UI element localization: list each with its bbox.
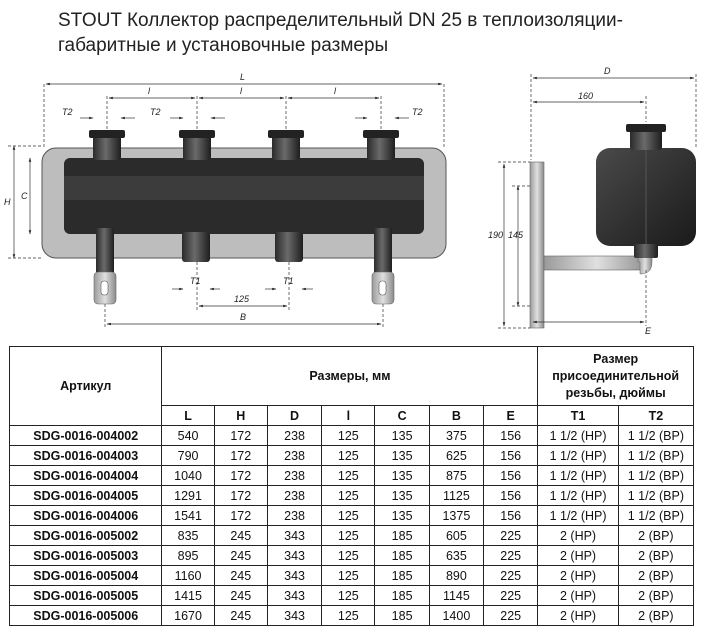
dim-E: E	[645, 326, 652, 336]
dim-160: 160	[578, 91, 594, 101]
cell: 156	[484, 466, 538, 486]
header-thread-line-2: присоединительной	[552, 368, 680, 383]
table-row	[10, 446, 694, 466]
dim-l-3: l	[334, 86, 336, 96]
cell: 185	[375, 546, 429, 566]
cell: 1145	[429, 586, 483, 606]
cell: 172	[214, 486, 267, 506]
cell: 1400	[429, 606, 483, 626]
table-row	[10, 466, 694, 486]
cell: 156	[484, 506, 538, 526]
col-H: H	[214, 406, 267, 426]
cell-article: SDG-0016-005006	[10, 606, 162, 626]
col-C: C	[375, 406, 429, 426]
dim-L: L	[240, 72, 246, 82]
cell: 135	[375, 506, 429, 526]
col-T1: T1	[538, 406, 618, 426]
cell: 790	[162, 446, 214, 466]
dim-T2-b: T2	[150, 107, 161, 117]
cell: 172	[214, 466, 267, 486]
cell: 343	[267, 606, 321, 626]
cell: 1 1/2 (ВР)	[618, 426, 693, 446]
cell: 185	[375, 586, 429, 606]
bracket-left	[96, 228, 114, 274]
cell: 1375	[429, 506, 483, 526]
cell: 156	[484, 486, 538, 506]
table-row	[10, 486, 694, 506]
cell: 245	[214, 526, 267, 546]
cell: 1 1/2 (НР)	[538, 506, 618, 526]
cell: 1 1/2 (НР)	[538, 446, 618, 466]
cell-article: SDG-0016-004005	[10, 486, 162, 506]
cell: 135	[375, 466, 429, 486]
table-row	[10, 586, 694, 606]
cell: 540	[162, 426, 214, 446]
cell: 238	[267, 486, 321, 506]
dim-T1-b: T1	[283, 276, 294, 286]
cell: 156	[484, 426, 538, 446]
cell: 1125	[429, 486, 483, 506]
cell: 225	[484, 586, 538, 606]
cell-article: SDG-0016-004006	[10, 506, 162, 526]
cell: 185	[375, 526, 429, 546]
cell: 1040	[162, 466, 214, 486]
cell: 1 1/2 (ВР)	[618, 506, 693, 526]
dim-D: D	[604, 66, 611, 76]
cell: 125	[322, 466, 375, 486]
cell: 245	[214, 546, 267, 566]
cell: 245	[214, 586, 267, 606]
cell: 245	[214, 566, 267, 586]
cell: 125	[322, 546, 375, 566]
cell-article: SDG-0016-004003	[10, 446, 162, 466]
cell: 2 (НР)	[538, 546, 618, 566]
dimensions-table	[9, 346, 694, 626]
cell: 125	[322, 426, 375, 446]
cell: 2 (ВР)	[618, 566, 693, 586]
cell-article: SDG-0016-004002	[10, 426, 162, 446]
cell: 1 1/2 (НР)	[538, 466, 618, 486]
title-line-1: STOUT Коллектор распределительный DN 25 в теплоизоляции-	[58, 10, 623, 31]
cell: 2 (ВР)	[618, 606, 693, 626]
cell: 1 1/2 (ВР)	[618, 466, 693, 486]
cell: 1 1/2 (ВР)	[618, 446, 693, 466]
cell: 605	[429, 526, 483, 546]
title-line-2: габаритные и установочные размеры	[58, 35, 389, 56]
cell: 238	[267, 466, 321, 486]
cell: 125	[322, 486, 375, 506]
cell: 185	[375, 566, 429, 586]
outlet-1	[182, 232, 210, 262]
col-T2: T2	[618, 406, 693, 426]
cell: 125	[322, 566, 375, 586]
cell: 238	[267, 506, 321, 526]
table-row	[10, 426, 694, 446]
table-row	[10, 546, 694, 566]
cell: 375	[429, 426, 483, 446]
cell: 225	[484, 606, 538, 626]
cell: 343	[267, 586, 321, 606]
cell: 343	[267, 566, 321, 586]
header-article: Артикул	[10, 347, 162, 426]
dim-B: B	[240, 312, 247, 322]
cell: 125	[322, 446, 375, 466]
cell: 2 (НР)	[538, 526, 618, 546]
table-body	[10, 426, 694, 626]
bracket-right	[374, 228, 392, 274]
cell: 895	[162, 546, 214, 566]
table-row	[10, 566, 694, 586]
cell: 1415	[162, 586, 214, 606]
cell: 1 1/2 (ВР)	[618, 486, 693, 506]
cell-article: SDG-0016-005005	[10, 586, 162, 606]
cell: 225	[484, 566, 538, 586]
header-thread	[538, 347, 694, 406]
col-D: D	[267, 406, 321, 426]
table-row	[10, 506, 694, 526]
col-B: B	[429, 406, 483, 426]
cell: 1160	[162, 566, 214, 586]
dim-125: 125	[234, 294, 250, 304]
col-l: l	[322, 406, 375, 426]
cell: 2 (ВР)	[618, 526, 693, 546]
cell-article: SDG-0016-004004	[10, 466, 162, 486]
cell: 2 (НР)	[538, 606, 618, 626]
front-view	[4, 72, 446, 328]
dim-T2-a: T2	[62, 107, 73, 117]
cell: 238	[267, 426, 321, 446]
dim-C: C	[21, 191, 28, 201]
cell: 135	[375, 486, 429, 506]
cell: 2 (ВР)	[618, 586, 693, 606]
dim-l-2: l	[240, 86, 242, 96]
cell-article: SDG-0016-005004	[10, 566, 162, 586]
table-row	[10, 606, 694, 626]
cell: 172	[214, 426, 267, 446]
cell: 185	[375, 606, 429, 626]
col-E: E	[484, 406, 538, 426]
cell: 1541	[162, 506, 214, 526]
header-thread-line-1: Размер	[593, 351, 639, 366]
cell-article: SDG-0016-005003	[10, 546, 162, 566]
dim-145: 145	[508, 230, 524, 240]
cell-article: SDG-0016-005002	[10, 526, 162, 546]
cell: 238	[267, 446, 321, 466]
dim-190: 190	[488, 230, 504, 240]
cell: 172	[214, 506, 267, 526]
dim-H: H	[4, 197, 11, 207]
cell: 1670	[162, 606, 214, 626]
cell: 245	[214, 606, 267, 626]
side-view	[488, 66, 696, 336]
cell: 343	[267, 526, 321, 546]
table-row	[10, 526, 694, 546]
cell: 343	[267, 546, 321, 566]
cell: 835	[162, 526, 214, 546]
dim-T2-c: T2	[412, 107, 423, 117]
cell: 135	[375, 446, 429, 466]
cell: 225	[484, 526, 538, 546]
cell: 2 (НР)	[538, 586, 618, 606]
cell: 135	[375, 426, 429, 446]
dim-T1-a: T1	[190, 276, 201, 286]
cell: 225	[484, 546, 538, 566]
cell: 635	[429, 546, 483, 566]
col-L: L	[162, 406, 214, 426]
cell: 625	[429, 446, 483, 466]
wall-bracket	[530, 162, 544, 328]
cell: 125	[322, 606, 375, 626]
header-thread-line-3: резьбы, дюймы	[565, 385, 666, 400]
cell: 890	[429, 566, 483, 586]
cell: 172	[214, 446, 267, 466]
cell: 125	[322, 586, 375, 606]
cell: 1 1/2 (НР)	[538, 486, 618, 506]
cell: 875	[429, 466, 483, 486]
cell: 2 (ВР)	[618, 546, 693, 566]
header-dimensions: Размеры, мм	[162, 347, 538, 406]
cell: 1291	[162, 486, 214, 506]
cell: 125	[322, 506, 375, 526]
cell: 156	[484, 446, 538, 466]
cell: 2 (НР)	[538, 566, 618, 586]
dim-l-1: l	[148, 86, 150, 96]
outlet-2	[275, 232, 303, 262]
cell: 125	[322, 526, 375, 546]
cell: 1 1/2 (НР)	[538, 426, 618, 446]
